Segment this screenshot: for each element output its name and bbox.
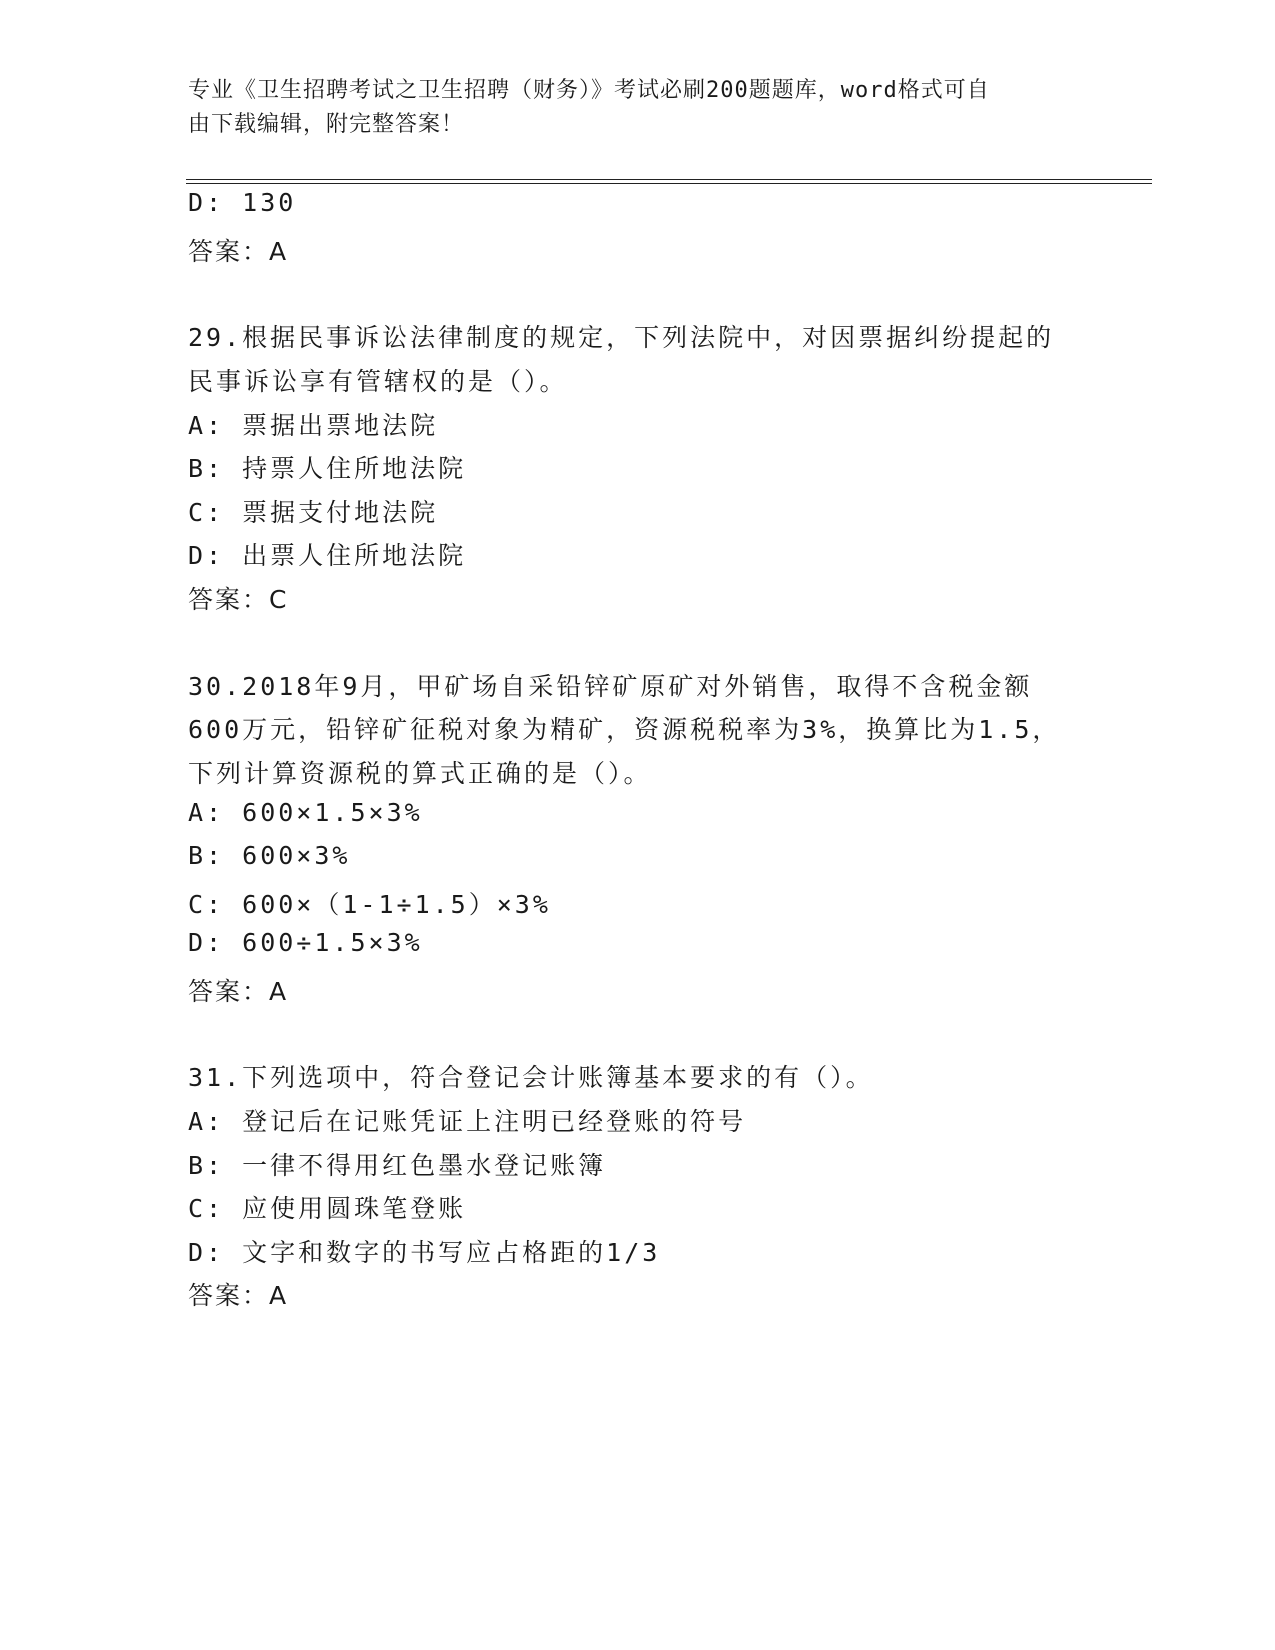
q30-stem-line-2: 600万元，铅锌矿征税对象为精矿，资源税税率为3%，换算比为1.5， [188,715,1061,744]
q30-option-a: A: 600×1.5×3% [188,798,423,827]
q29-answer: 答案：C [188,585,289,614]
header-divider-top [186,179,1152,180]
prev-option-d: D: 130 [188,188,297,217]
q29-option-b: B: 持票人住所地法院 [188,454,467,483]
q29-stem-line-2: 民事诉讼享有管辖权的是（）。 [188,367,568,396]
q30-option-d: D: 600÷1.5×3% [188,928,423,957]
header-divider-bottom [186,183,1152,184]
q31-answer: 答案：A [188,1281,289,1310]
q29-option-c: C: 票据支付地法院 [188,498,439,527]
q29-option-a: A: 票据出票地法院 [188,411,439,440]
q29-stem-line-1: 29.根据民事诉讼法律制度的规定，下列法院中，对因票据纠纷提起的 [188,323,1055,352]
q30-option-c: C: 600×（1-1÷1.5）×3% [188,890,551,919]
prev-answer: 答案：A [188,237,289,266]
q31-option-a: A: 登记后在记账凭证上注明已经登账的符号 [188,1107,747,1136]
q31-option-d: D: 文字和数字的书写应占格距的1/3 [188,1238,661,1267]
q30-stem-line-1: 30.2018年9月，甲矿场自采铅锌矿原矿对外销售，取得不含税金额 [188,672,1033,701]
q30-option-b: B: 600×3% [188,841,351,870]
q31-option-b: B: 一律不得用红色墨水登记账簿 [188,1151,607,1180]
page-header [188,74,1068,142]
header-line-1: 专业《卫生招聘考试之卫生招聘（财务）》考试必刷200题题库，word格式可自 [188,78,990,103]
q30-stem-line-3: 下列计算资源税的算式正确的是（）。 [188,759,652,788]
q31-stem-line-1: 31.下列选项中，符合登记会计账簿基本要求的有（）。 [188,1063,874,1092]
header-line-2: 由下载编辑，附完整答案！ [188,112,465,137]
q30-answer: 答案：A [188,977,289,1006]
q31-option-c: C: 应使用圆珠笔登账 [188,1194,467,1223]
q29-option-d: D: 出票人住所地法院 [188,541,467,570]
